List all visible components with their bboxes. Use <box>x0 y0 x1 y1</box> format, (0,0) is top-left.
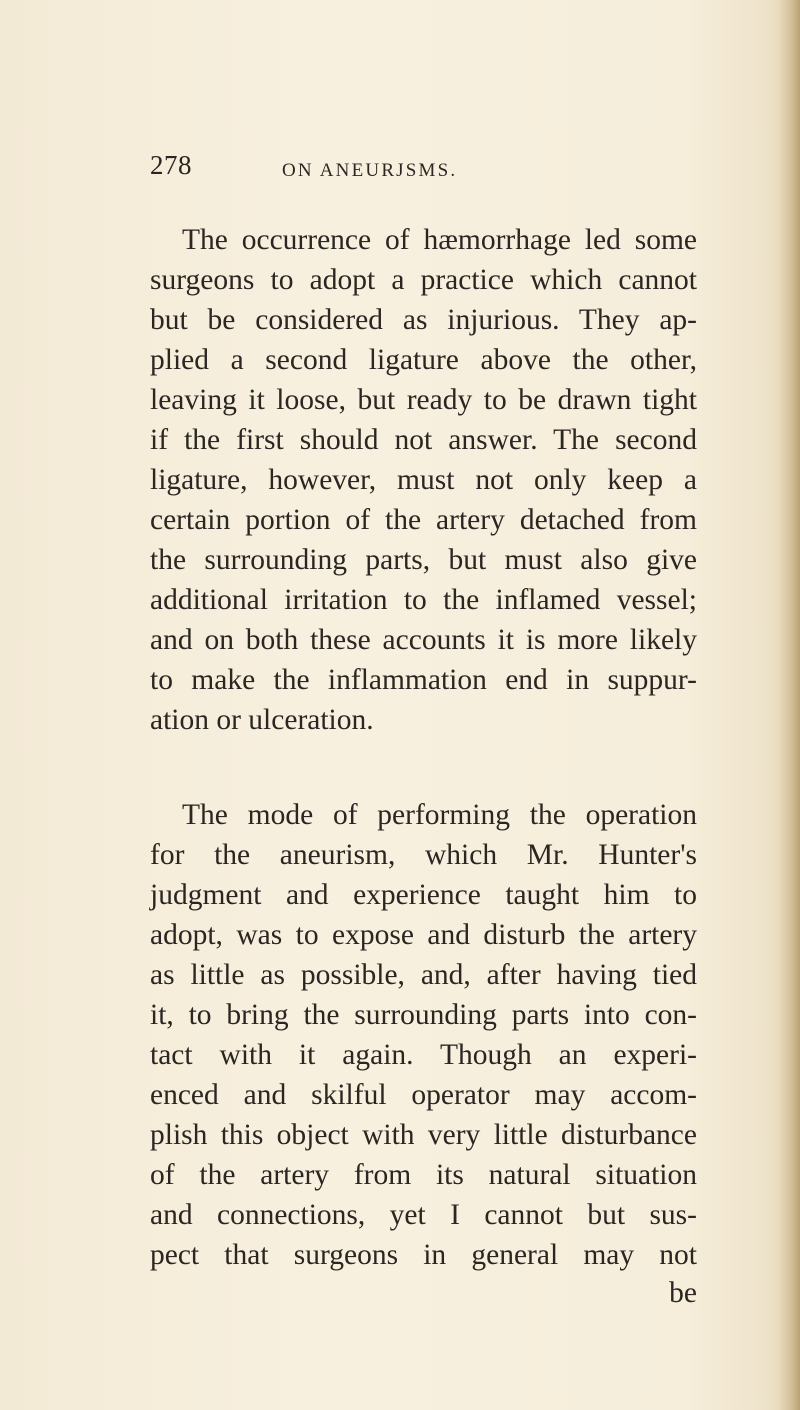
text-line: certain portion of the artery detached from <box>150 504 697 536</box>
text-line: and connections, yet I cannot but sus- <box>150 1199 697 1231</box>
running-head: ON ANEURJSMS. <box>282 160 458 181</box>
text-line: the surrounding parts, but must also give <box>150 544 697 576</box>
text-line: ligature, however, must not only keep a <box>150 464 697 496</box>
page-edge-shadow <box>778 0 800 1410</box>
text-line: plish this object with very little disturbance <box>150 1119 697 1151</box>
text-line: judgment and experience taught him to <box>150 879 697 911</box>
text-line: The mode of performing the operation <box>182 799 697 831</box>
text-line: adopt, was to expose and disturb the artery <box>150 919 697 951</box>
text-line: surgeons to adopt a practice which cannot <box>150 264 697 296</box>
catchword: be <box>669 1277 697 1309</box>
text-line: to make the inflammation end in suppur- <box>150 664 697 696</box>
text-line: as little as possible, and, after having tied <box>150 959 697 991</box>
text-line: The occurrence of hæmorrhage led some <box>182 224 697 256</box>
text-line: plied a second ligature above the other, <box>150 344 697 376</box>
text-line: pect that surgeons in general may not <box>150 1239 697 1271</box>
text-line: tact with it again. Though an experi- <box>150 1039 697 1071</box>
text-line: of the artery from its natural situation <box>150 1159 697 1191</box>
text-line: leaving it loose, but ready to be drawn tight <box>150 384 697 416</box>
text-line: but be considered as injurious. They ap- <box>150 304 697 336</box>
text-line: if the first should not answer. The second <box>150 424 697 456</box>
text-line: it, to bring the surrounding parts into con- <box>150 999 697 1031</box>
text-line: additional irritation to the inflamed vessel; <box>150 584 697 616</box>
text-line: enced and skilful operator may accom- <box>150 1079 697 1111</box>
text-line: for the aneurism, which Mr. Hunter's <box>150 839 697 871</box>
page-number: 278 <box>150 150 192 180</box>
text-line: and on both these accounts it is more likely <box>150 624 697 656</box>
text-line: ation or ulceration. <box>150 704 374 736</box>
